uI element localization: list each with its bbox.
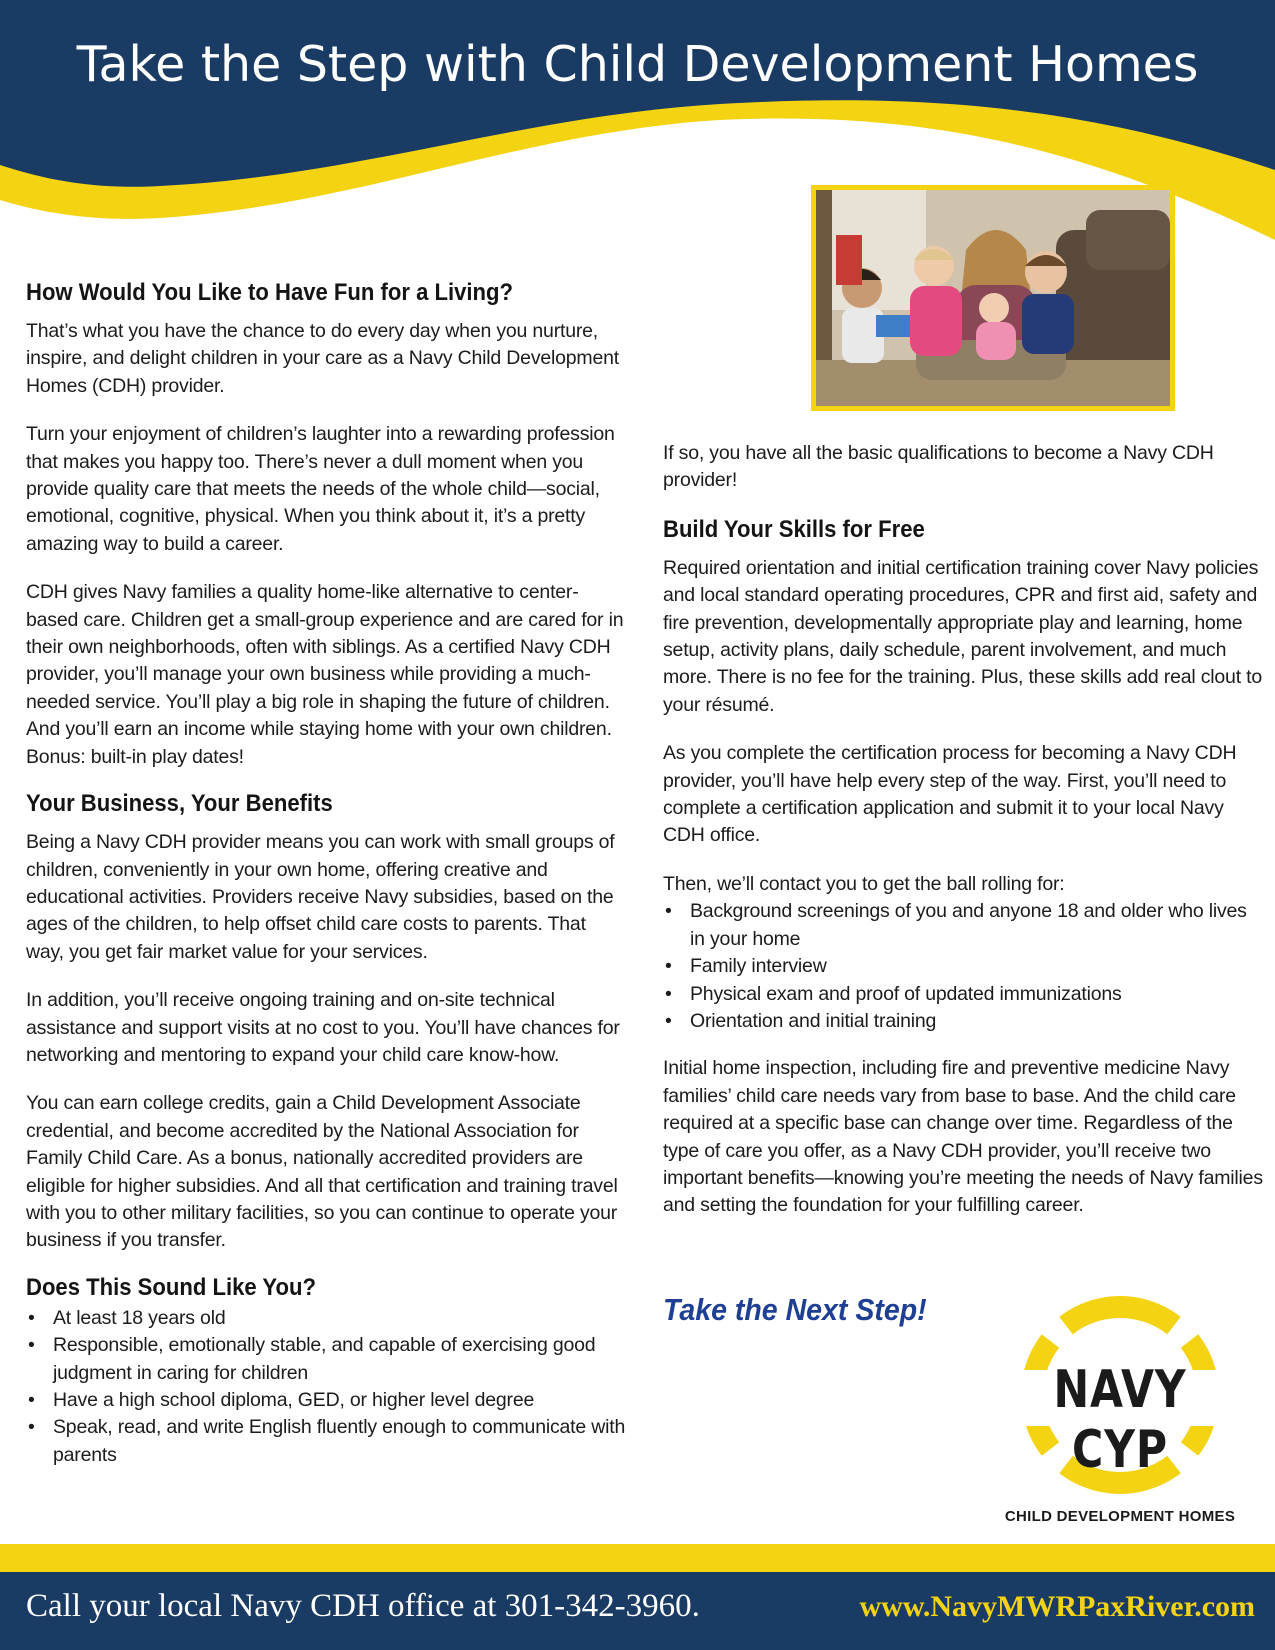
paragraph: Initial home inspection, including fire and preventive medicine Navy families’ child care needs vary from base to base. And the child care required at a specific base can change over time. Regardless of the type of care you offer, as a Navy CDH provider, you’ll receive two important benefits—knowing you’re meeting the needs of Navy families and setting the foundation for your fulfilling career. <box>663 1057 1263 1217</box>
paragraph: As you complete the certification process for becoming a Navy CDH provider, you’ll have help every step of the way. First, you’ll need to complete a certification application and submit it to your local Navy CDH office. <box>663 742 1237 847</box>
next-steps-list <box>663 898 1263 1035</box>
list-item: • Orientation and initial training <box>663 1008 1263 1035</box>
paragraph: If so, you have all the basic qualifications to become a Navy CDH provider! <box>663 442 1214 492</box>
footer-yellow-stripe <box>0 1544 1275 1572</box>
heading-business-benefits: Your Business, Your Benefits <box>26 790 333 818</box>
left-column <box>26 278 626 1489</box>
paragraph: Being a Navy CDH provider means you can work with small groups of children, conveniently in your own home, offering creative and educational activities. Providers receive Navy subsidies, based on the ages of the children, to help offset child care costs to parents. That way, you get fair market value for your services. <box>26 831 615 963</box>
footer-website-link[interactable]: www.NavyMWRPaxRiver.com <box>859 1590 1255 1623</box>
list-item: • Speak, read, and write English fluently enough to communicate with parents <box>26 1414 626 1469</box>
footer-bar <box>0 1572 1275 1650</box>
right-column <box>663 440 1263 1241</box>
list-item: • Have a high school diploma, GED, or higher level degree <box>26 1387 626 1414</box>
list-item: • Family interview <box>663 953 1263 980</box>
page-title: Take the Step with Child Development Homes <box>76 36 1199 93</box>
paragraph: That’s what you have the chance to do every day when you nurture, inspire, and delight children in your care as a Navy Child Development Homes (CDH) provider. <box>26 320 619 397</box>
paragraph: In addition, you’ll receive ongoing training and on-site technical assistance and support visits at no cost to you. You’ll have chances for networking and mentoring to expand your child care know-how. <box>26 989 620 1066</box>
take-next-step-callout: Take the Next Step! <box>663 1292 927 1327</box>
logo-wordmark: NAVY CYP <box>1053 1360 1187 1480</box>
paragraph: You can earn college credits, gain a Child Development Associate credential, and become accredited by the National Association for Family Child Care. As a bonus, nationally accredited providers are eligible for higher subsidies. And all that certification and training travel with you to other military facilities, so you can continue to operate your business if you transfer. <box>26 1092 618 1252</box>
heading-fun-for-a-living: How Would You Like to Have Fun for a Living? <box>26 279 514 306</box>
paragraph: Then, we’ll contact you to get the ball rolling for: <box>663 872 1065 895</box>
family-photo <box>811 185 1175 411</box>
list-item: • Responsible, emotionally stable, and capable of exercising good judgment in caring for children <box>26 1332 626 1387</box>
paragraph: Required orientation and initial certification training cover Navy policies and local standard operating procedures, CPR and first aid, safety and fire prevention, developmentally appropriate play and learning, home setup, activity plans, daily schedule, parent involvement, and much more. There is no fee for the training. Plus, these skills add real clout to your résumé. <box>663 556 1263 716</box>
list-item: • Physical exam and proof of updated immunizations <box>663 981 1263 1008</box>
heading-build-skills: Build Your Skills for Free <box>663 515 925 543</box>
logo-subtitle: CHILD DEVELOPMENT HOMES <box>1004 1508 1236 1525</box>
heading-sound-like-you: Does This Sound Like You? <box>26 1273 316 1301</box>
list-item: • At least 18 years old <box>26 1305 626 1332</box>
navy-cyp-logo <box>980 1290 1260 1530</box>
list-item: • Background screenings of you and anyone 18 and older who lives in your home <box>663 898 1263 953</box>
paragraph: CDH gives Navy families a quality home-like alternative to center-based care. Children get a small-group experience and are cared for in their own neighborhoods, often with siblings. As a certified Navy CDH provider, you’ll manage your own business while providing a much-needed service. You’ll play a big role in shaping the future of children. And you’ll earn an income while staying home with your own children. Bonus: built-in play dates! <box>26 581 624 768</box>
qualifications-list <box>26 1305 626 1469</box>
paragraph: Turn your enjoyment of children’s laughter into a rewarding profession that makes you happy too. There’s never a dull moment when you provide quality care that meets the needs of the whole child—social, emotional, cognitive, physical. When you think about it, it’s a pretty amazing way to build a career. <box>26 423 615 555</box>
photo-illustration <box>816 190 1170 406</box>
footer-phone-text: Call your local Navy CDH office at 301-342-3960. <box>26 1588 700 1624</box>
